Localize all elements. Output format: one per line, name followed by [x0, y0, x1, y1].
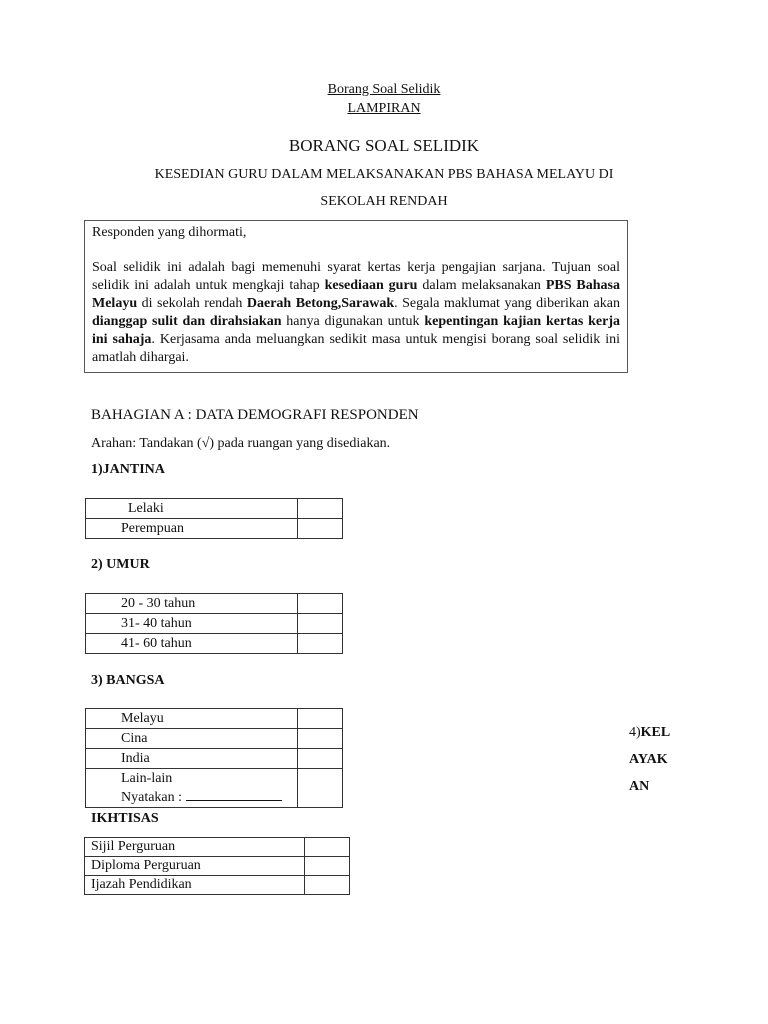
checkbox-cell[interactable] — [298, 519, 343, 539]
option-label: Melayu — [86, 709, 298, 729]
intro-text: . Segala maklumat yang diberikan akan — [394, 296, 620, 311]
option-label: 20 - 30 tahun — [86, 594, 298, 614]
intro-text: . Kerjasama anda meluangkan sedikit masa untuk mengisi borang soal selidik ini amatlah dihargai. — [92, 332, 620, 365]
intro-bold: Daerah Betong,Sarawak — [246, 296, 395, 311]
checkbox-cell[interactable] — [305, 838, 350, 857]
option-label: Ijazah Pendidikan — [85, 876, 305, 895]
option-label: Cina — [86, 729, 298, 749]
section-a-instruction: Arahan: Tandakan (√) pada ruangan yang disediakan. — [91, 436, 391, 451]
q4-label-part1: 4)KEL — [629, 725, 671, 740]
table-row — [86, 519, 343, 539]
q2-table — [85, 593, 343, 654]
option-label: Lelaki — [86, 499, 298, 519]
greeting: Responden yang dihormati, — [92, 225, 247, 240]
subtitle-line-1: KESEDIAN GURU DALAM MELAKSANAKAN PBS BAHASA MELAYU DI — [154, 167, 614, 182]
table-row — [86, 634, 343, 654]
checkbox-cell[interactable] — [298, 634, 343, 654]
intro-text: dalam melaksanakan — [417, 278, 546, 293]
q4-label-part3: AN — [629, 779, 650, 794]
table-row — [85, 857, 350, 876]
q4-label-text: KEL — [640, 725, 671, 740]
q4-label-part2: AYAK — [629, 752, 668, 767]
intro-paragraph — [92, 259, 620, 367]
option-label-other — [86, 769, 298, 808]
option-label: Lain-lain — [121, 771, 173, 786]
option-label: India — [86, 749, 298, 769]
page-title: BORANG SOAL SELIDIK — [288, 136, 480, 155]
table-row — [86, 594, 343, 614]
option-label: Diploma Perguruan — [85, 857, 305, 876]
option-label: 31- 40 tahun — [86, 614, 298, 634]
intro-bold: PBS Bahasa Melayu — [92, 278, 621, 311]
q2-label: 2) UMUR — [91, 557, 150, 572]
table-row — [85, 876, 350, 895]
checkbox-cell[interactable] — [305, 876, 350, 895]
intro-text: hanya digunakan untuk — [281, 314, 425, 329]
q4-table — [84, 837, 350, 895]
table-row — [86, 709, 343, 729]
intro-bold: kepentingan kajian kertas kerja ini sahaja — [92, 314, 621, 347]
checkbox-cell[interactable] — [298, 709, 343, 729]
intro-bold: kesediaan guru — [324, 278, 418, 293]
q1-label: 1)JANTINA — [91, 462, 165, 477]
table-row — [86, 749, 343, 769]
q1-table — [85, 498, 343, 539]
q3-label: 3) BANGSA — [91, 673, 165, 688]
intro-text: di sekolah rendah — [137, 296, 247, 311]
table-row — [86, 769, 343, 808]
intro-bold: dianggap sulit dan dirahsiakan — [92, 314, 282, 329]
form-label: Borang Soal Selidik — [327, 82, 441, 97]
checkbox-cell[interactable] — [298, 769, 343, 808]
table-row — [85, 838, 350, 857]
q3-table — [85, 708, 343, 808]
option-label: Perempuan — [86, 519, 298, 539]
checkbox-cell[interactable] — [298, 749, 343, 769]
checkbox-cell[interactable] — [298, 614, 343, 634]
option-label: 41- 60 tahun — [86, 634, 298, 654]
checkbox-cell[interactable] — [298, 594, 343, 614]
specify-label: Nyatakan : — [121, 790, 186, 805]
table-row — [86, 499, 343, 519]
intro-text: Soal selidik ini adalah bagi memenuhi syarat kertas kerja pengajian sarjana. Tujuan soal selidik ini adalah untuk mengkaji tahap — [92, 260, 620, 293]
checkbox-cell[interactable] — [298, 499, 343, 519]
specify-blank[interactable] — [186, 788, 282, 801]
option-label: Sijil Perguruan — [85, 838, 305, 857]
table-row — [86, 614, 343, 634]
intro-box — [84, 220, 628, 373]
checkbox-cell[interactable] — [298, 729, 343, 749]
table-row — [86, 729, 343, 749]
appendix-label: LAMPIRAN — [347, 101, 421, 116]
section-a-heading: BAHAGIAN A : DATA DEMOGRAFI RESPONDEN — [91, 407, 419, 423]
subtitle-line-2: SEKOLAH RENDAH — [320, 194, 448, 209]
checkbox-cell[interactable] — [305, 857, 350, 876]
q4-label-cont: IKHTISAS — [91, 811, 159, 826]
